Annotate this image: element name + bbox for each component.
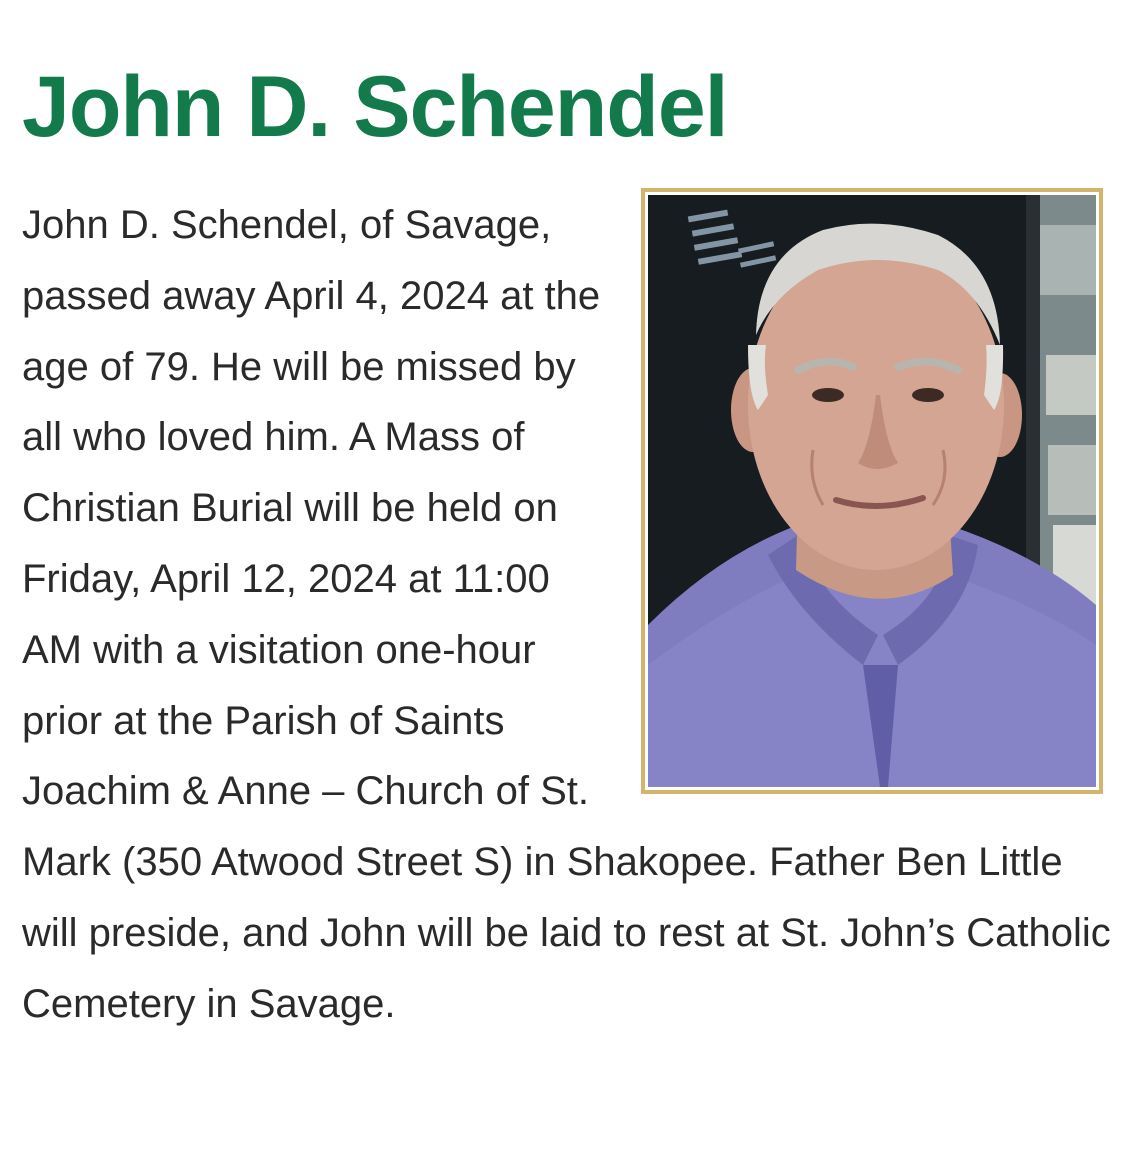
- obituary-text: John D. Schendel, of Savage, passed away April 4, 2024 at the age of 79. He will be missed by all who loved him. A Mass of Christian Burial will be held on Friday, April 12, 2024 at 11:00 AM with a visitation one-hour prior at the Parish of Saints Joachim & Anne – Church of St. Mark (350 Atwood Street S) in Shakopee. Father Ben Little will preside, and John will be laid to rest at St. John’s Catholic Cemetery in Savage.: [22, 203, 1111, 1026]
- photo-spacer: [602, 190, 1122, 790]
- obituary-title: John D. Schendel: [22, 59, 728, 155]
- obituary-body: [22, 190, 1122, 1040]
